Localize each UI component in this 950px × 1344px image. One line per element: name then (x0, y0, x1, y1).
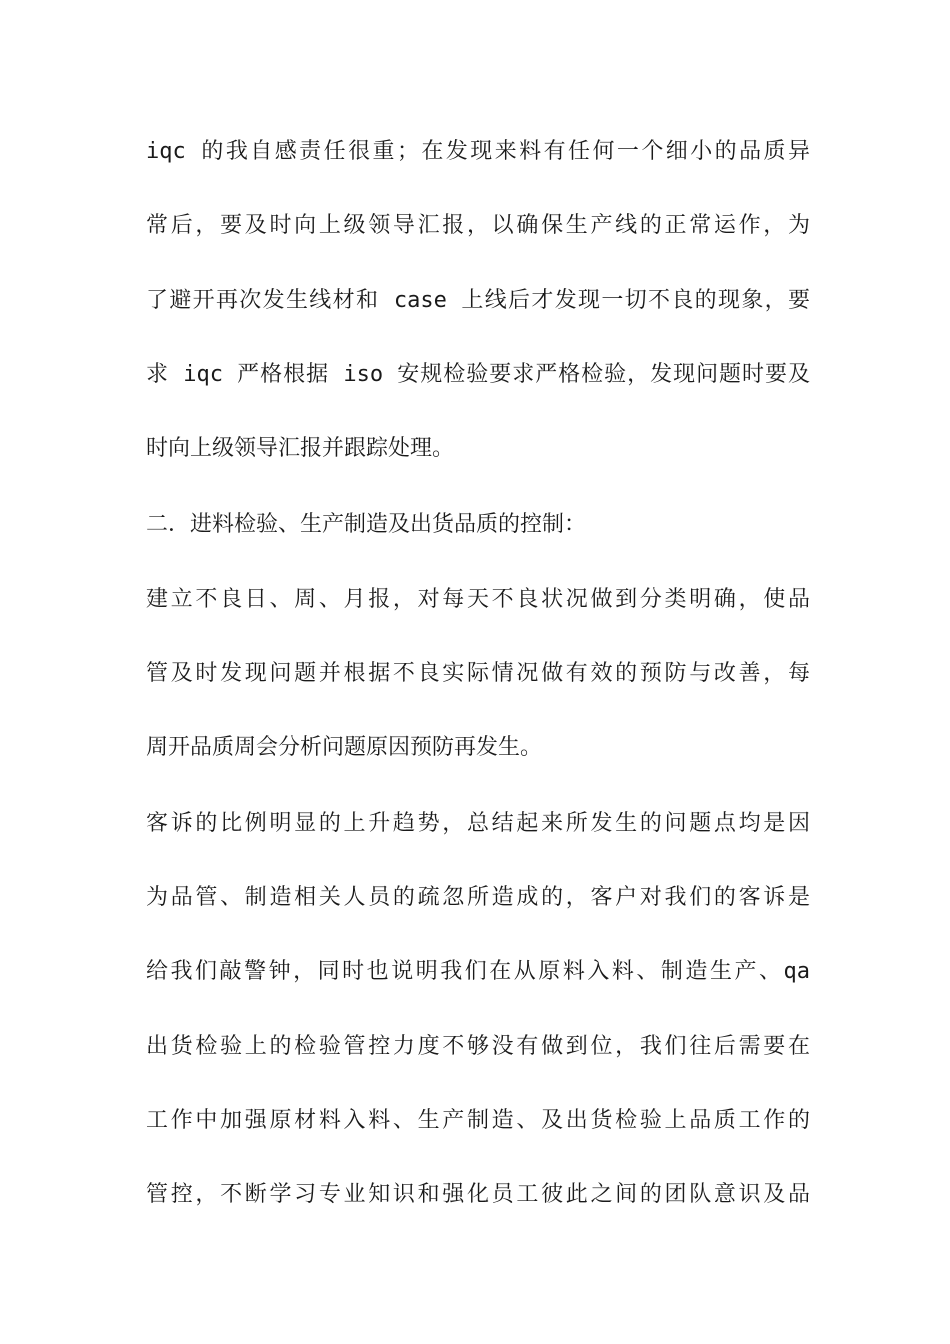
text-line: 时向上级领导汇报并跟踪处理。 (146, 436, 455, 461)
text-line: 求 iqc 严格根据 iso 安规检验要求严格检验，发现问题时要及 (146, 362, 810, 387)
text-line: 建立不良日、周、月报，对每天不良状况做到分类明确，使品 (146, 587, 810, 612)
text-line: 给我们敲警钟，同时也说明我们在从原料入料、制造生产、qa (146, 959, 810, 984)
text-line: 客诉的比例明显的上升趋势，总结起来所发生的问题点均是因 (146, 811, 810, 836)
section-heading: 二．进料检验、生产制造及出货品质的控制： (146, 512, 587, 537)
text-line: 常后，要及时向上级领导汇报，以确保生产线的正常运作，为 (146, 213, 810, 238)
text-line: iqc 的我自感责任很重；在发现来料有任何一个细小的品质异 (146, 139, 810, 164)
text-line: 出货检验上的检验管控力度不够没有做到位，我们往后需要在 (146, 1034, 810, 1059)
text-line: 工作中加强原材料入料、生产制造、及出货检验上品质工作的 (146, 1108, 810, 1133)
text-line: 管及时发现问题并根据不良实际情况做有效的预防与改善，每 (146, 661, 810, 686)
text-line: 周开品质周会分析问题原因预防再发生。 (146, 735, 543, 760)
text-line: 了避开再次发生线材和 case 上线后才发现一切不良的现象，要 (146, 288, 810, 313)
text-line: 为品管、制造相关人员的疏忽所造成的，客户对我们的客诉是 (146, 885, 810, 910)
text-line: 管控，不断学习专业知识和强化员工彼此之间的团队意识及品 (146, 1182, 810, 1207)
